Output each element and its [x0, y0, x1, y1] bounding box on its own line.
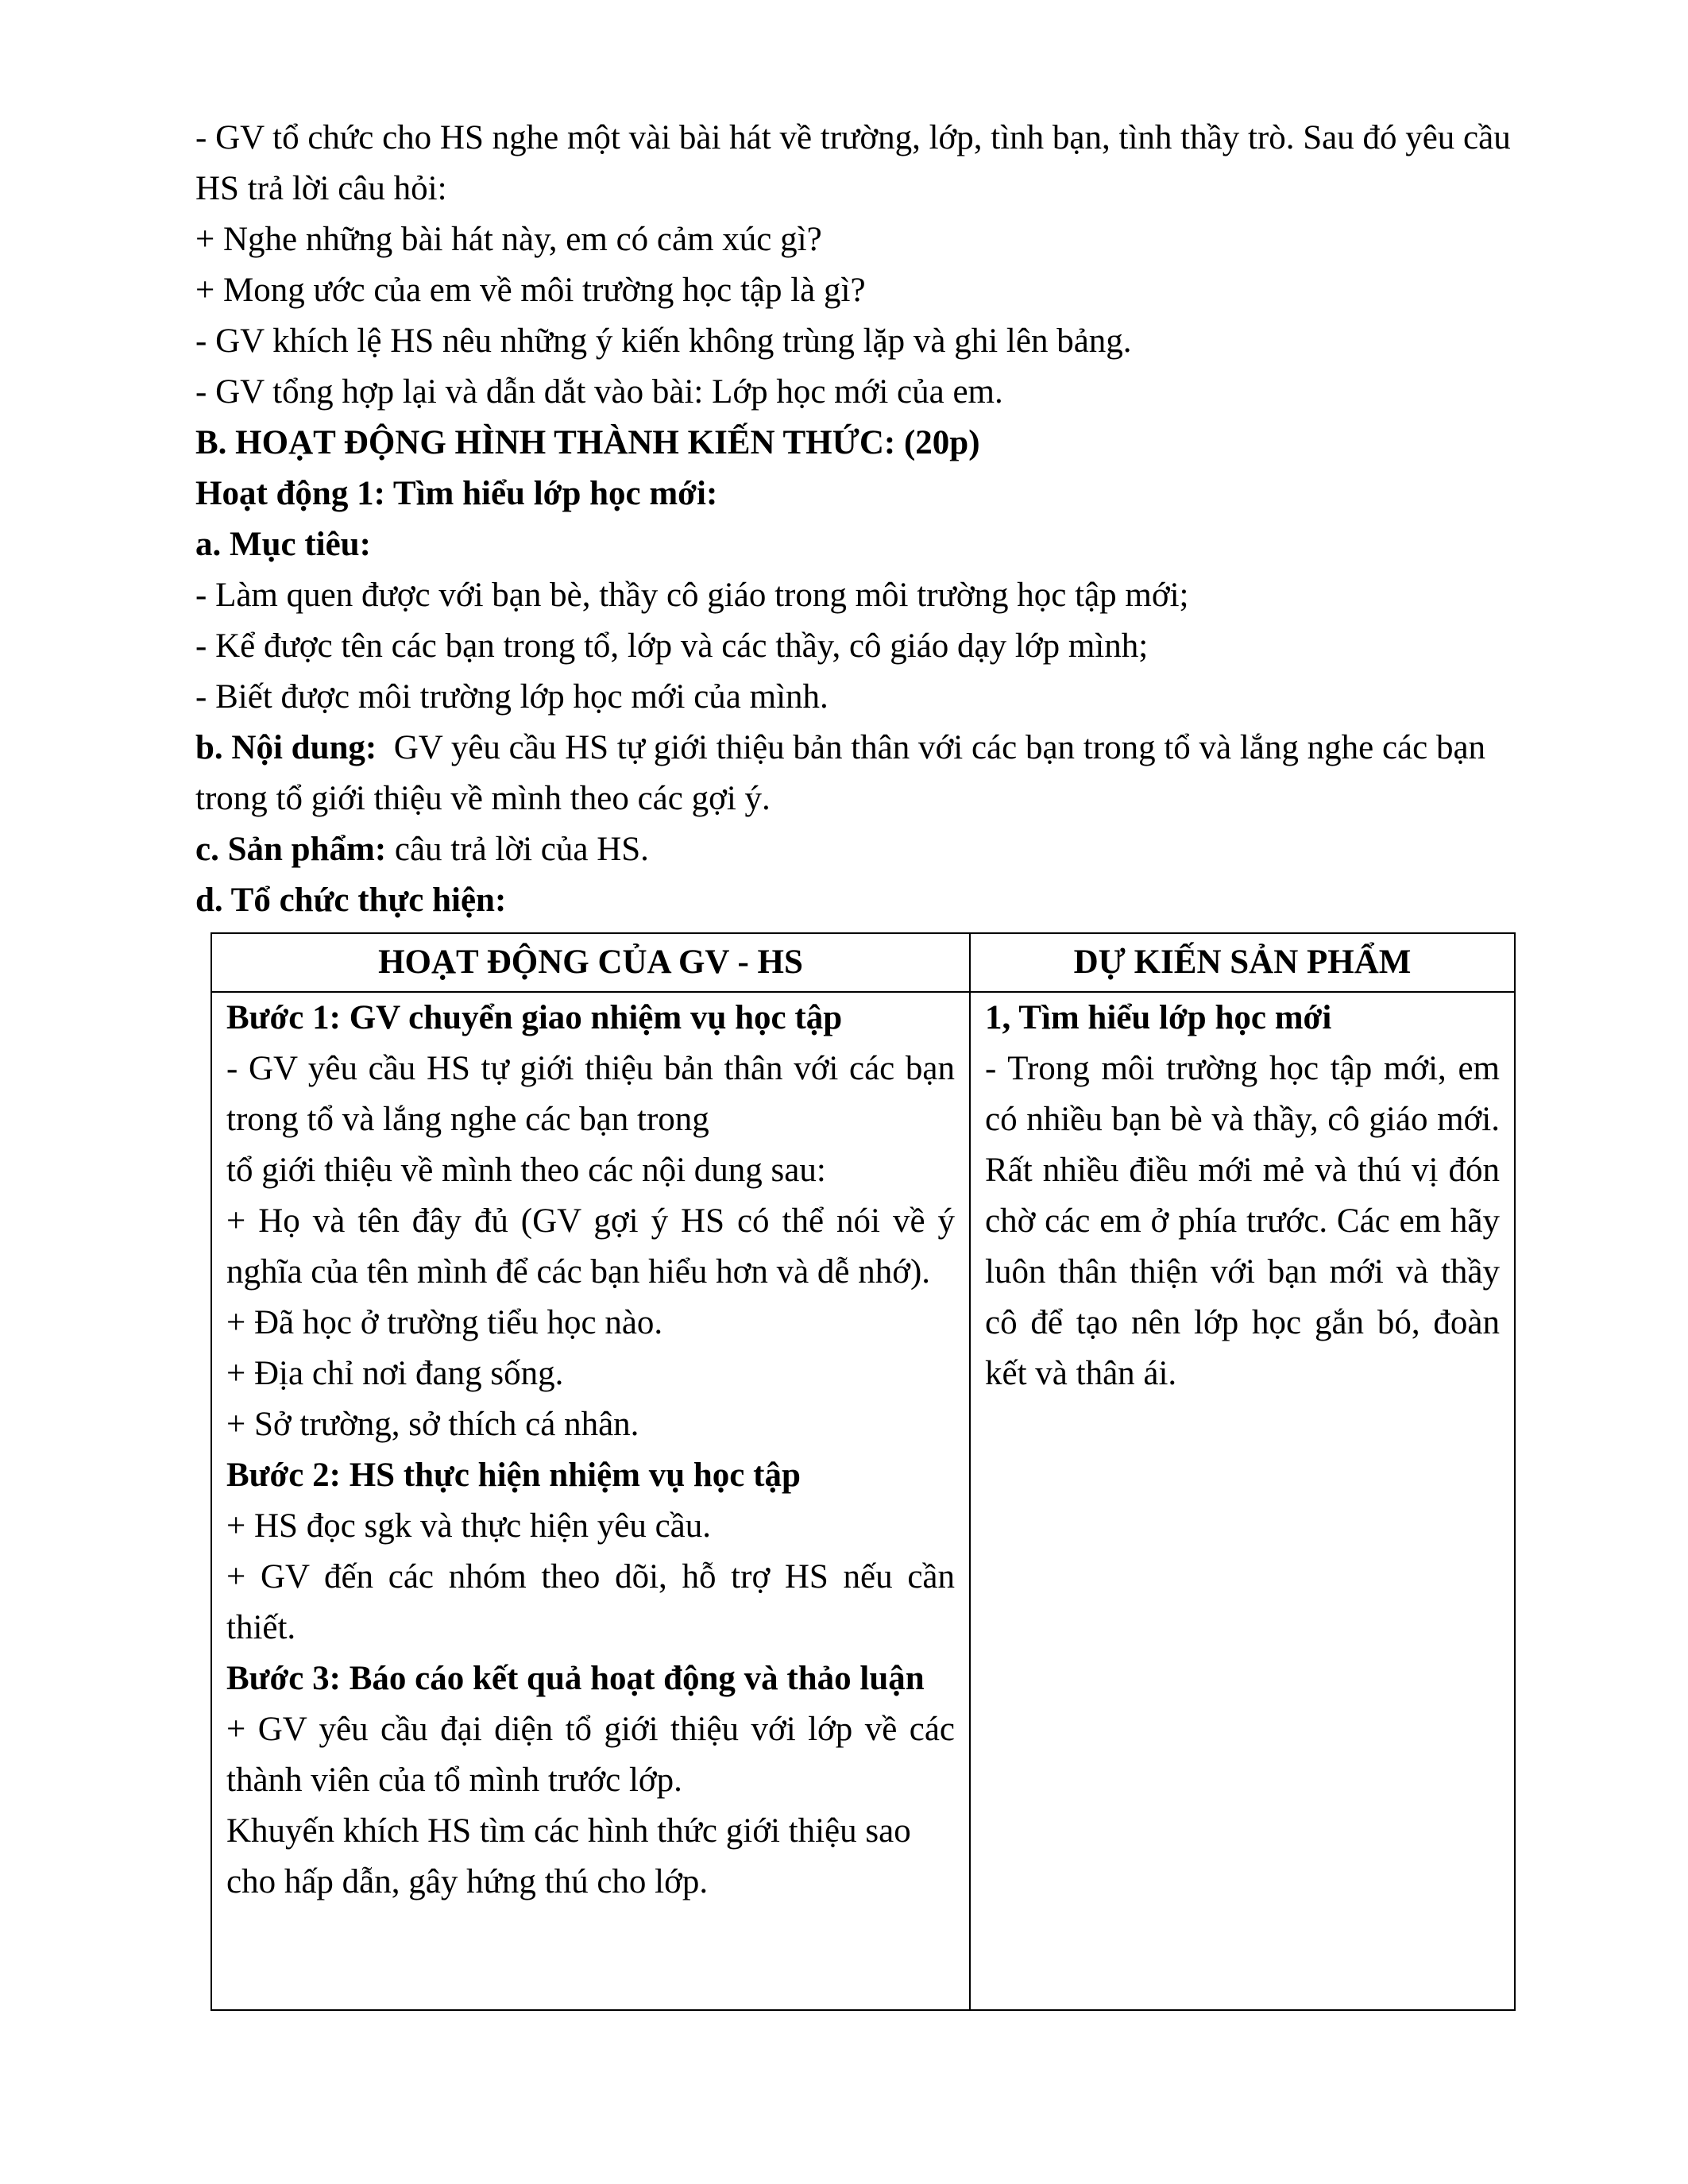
step1-line: + Địa chỉ nơi đang sống.	[226, 1355, 564, 1392]
table-header-right: DỰ KIẾN SẢN PHẨM	[970, 933, 1515, 992]
activity-heading: Hoạt động 1: Tìm hiểu lớp học mới:	[195, 475, 718, 512]
step1-line: + Sở trường, sở thích cá nhân.	[226, 1406, 639, 1443]
objective-item: - Làm quen được với bạn bè, thầy cô giáo trong môi trường học tập mới;	[195, 577, 1189, 614]
content-label: b. Nội dung:	[195, 729, 377, 766]
intro-question: + Nghe những bài hát này, em có cảm xúc gì?	[195, 221, 822, 258]
step2-line: + HS đọc sgk và thực hiện yêu cầu.	[226, 1507, 711, 1545]
step2-line: + GV đến các nhóm theo dõi, hỗ trợ HS nếu cần thiết.	[226, 1558, 955, 1646]
step3-line: Khuyến khích HS tìm các hình thức giới thiệu sao cho hấp dẫn, gây hứng thú cho lớp.	[226, 1812, 911, 1900]
organize-label: d. Tổ chức thực hiện:	[195, 882, 507, 919]
intro-paragraph: - GV tổng hợp lại và dẫn dắt vào bài: Lớp học mới của em.	[195, 373, 1003, 411]
intro-question: + Mong ước của em về môi trường học tập là gì?	[195, 272, 866, 309]
step2-title: Bước 2: HS thực hiện nhiệm vụ học tập	[226, 1457, 801, 1494]
teacher-student-activity-cell	[211, 992, 970, 2010]
table-row	[211, 992, 1515, 2010]
step3-title: Bước 3: Báo cáo kết quả hoạt động và thảo luận	[226, 1660, 925, 1697]
objective-item: - Kể được tên các bạn trong tổ, lớp và các thầy, cô giáo dạy lớp mình;	[195, 627, 1149, 665]
product-text: câu trả lời của HS.	[386, 831, 649, 868]
product-description: - Trong môi trường học tập mới, em có nhiều bạn bè và thầy, cô giáo mới. Rất nhiều điều mới mẻ và thú vị đón chờ các em ở phía trước. Các em hãy luôn thân thiện với bạn mới và thầy cô để tạo nên lớp học gắn bó, đoàn kết và thân ái.	[985, 1050, 1500, 1392]
expected-product-cell	[970, 992, 1515, 2010]
document-body	[195, 113, 1546, 926]
content-paragraph	[195, 723, 1546, 824]
objective-item: - Biết được môi trường lớp học mới của mình.	[195, 678, 829, 716]
product-paragraph	[195, 824, 1546, 875]
objective-label: a. Mục tiêu:	[195, 526, 371, 563]
step3-line: + GV yêu cầu đại diện tổ giới thiệu với lớp về các thành viên của tổ mình trước lớp.	[226, 1711, 955, 1799]
content-text: GV yêu cầu HS tự giới thiệu bản thân với các bạn trong tổ và lắng nghe các bạn trong tổ giới thiệu về mình theo các gợi ý.	[195, 729, 1494, 817]
table-header-row	[211, 933, 1515, 992]
product-title: 1, Tìm hiểu lớp học mới	[985, 999, 1332, 1036]
intro-paragraph: - GV khích lệ HS nêu những ý kiến không trùng lặp và ghi lên bảng.	[195, 322, 1132, 360]
intro-paragraph: - GV tổ chức cho HS nghe một vài bài hát về trường, lớp, tình bạn, tình thầy trò. Sau đó yêu cầu HS trả lời câu hỏi:	[195, 119, 1511, 207]
step1-line: tổ giới thiệu về mình theo các nội dung sau:	[226, 1152, 826, 1189]
section-heading: B. HOẠT ĐỘNG HÌNH THÀNH KIẾN THỨC: (20p)	[195, 424, 980, 461]
step1-line: + Đã học ở trường tiểu học nào.	[226, 1304, 663, 1341]
step1-line: + Họ và tên đây đủ (GV gợi ý HS có thể nói về ý nghĩa của tên mình để các bạn hiểu hơn và dễ nhớ).	[226, 1202, 955, 1291]
table-header-left: HOẠT ĐỘNG CỦA GV - HS	[211, 933, 970, 992]
step1-title: Bước 1: GV chuyển giao nhiệm vụ học tập	[226, 999, 843, 1036]
step1-line: - GV yêu cầu HS tự giới thiệu bản thân với các bạn trong tổ và lắng nghe các bạn trong	[226, 1050, 955, 1138]
product-label: c. Sản phẩm:	[195, 831, 387, 868]
activity-table	[211, 932, 1516, 2011]
